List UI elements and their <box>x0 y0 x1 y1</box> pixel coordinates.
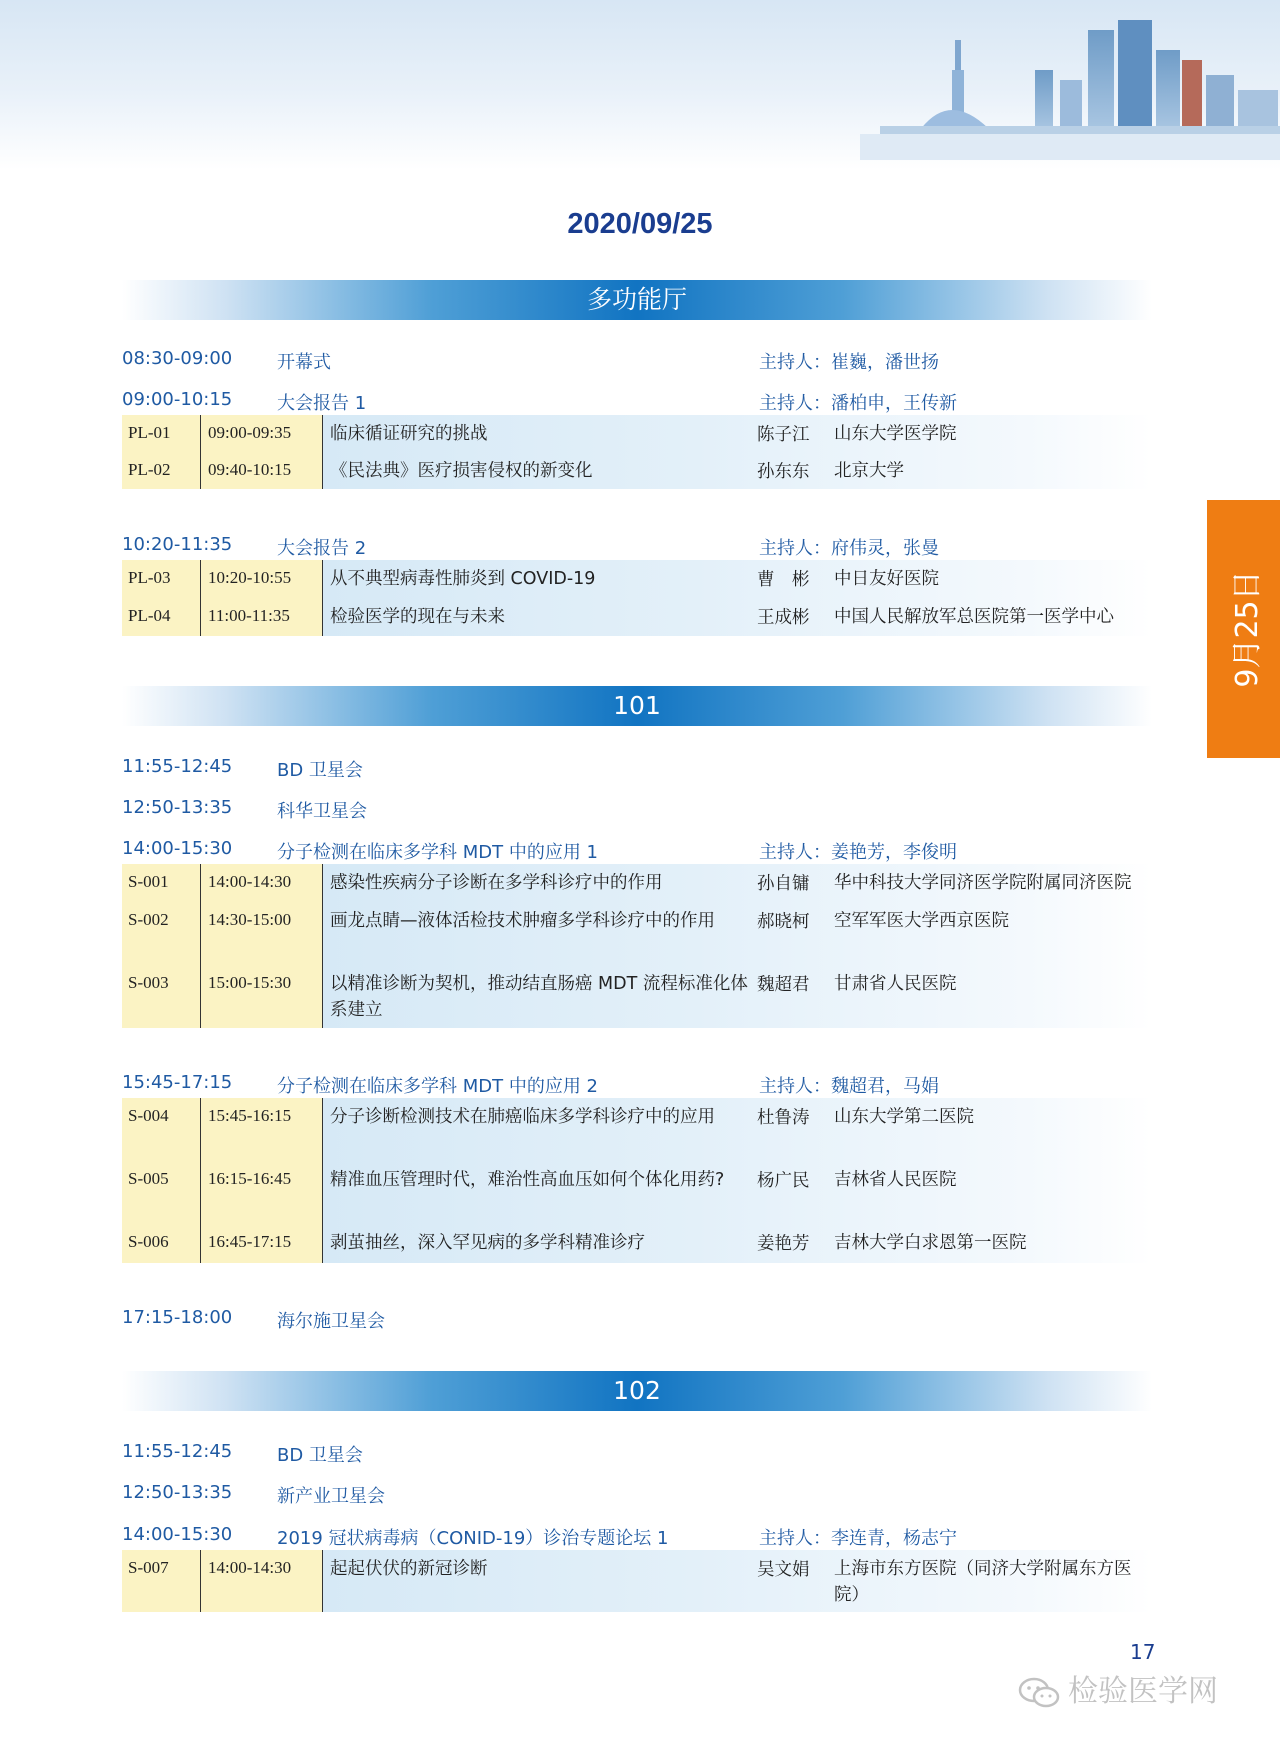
session-line <box>122 530 1152 560</box>
talk-speaker: 魏超君 <box>757 975 810 995</box>
talk-time: 15:45-16:15 <box>208 1106 292 1125</box>
talk-speaker: 孙东东 <box>757 462 810 482</box>
talk-institution: 吉林大学白求恩第一医院 <box>834 1233 1027 1253</box>
session-title: 分子检测在临床多学科 MDT 中的应用 2 <box>277 1076 599 1097</box>
session-title: 2019 冠状病毒病（CONID-19）诊治专题论坛 1 <box>277 1528 669 1549</box>
talk-time: 16:15-16:45 <box>208 1169 292 1188</box>
session-time: 17:15-18:00 <box>122 1307 233 1328</box>
session-host: 主持人：姜艳芳，李俊明 <box>759 842 957 863</box>
talk-code: S-006 <box>128 1232 169 1251</box>
session-line <box>122 385 1152 415</box>
talk-code: PL-01 <box>128 423 171 442</box>
session-host: 主持人：李连青，杨志宁 <box>759 1528 957 1549</box>
talk-topic: 以精准诊断为契机，推动结直肠癌 MDT 流程标准化体系建立 <box>330 974 748 1020</box>
session-line <box>122 793 1152 823</box>
talk-time: 14:30-15:00 <box>208 910 292 929</box>
session-time: 11:55-12:45 <box>122 756 233 777</box>
session-title: 海尔施卫星会 <box>277 1311 385 1332</box>
talk-institution: 空军军医大学西京医院 <box>834 911 1009 931</box>
session-host: 主持人：潘柏申，王传新 <box>759 393 957 414</box>
session-line <box>122 1520 1152 1550</box>
talk-code: PL-02 <box>128 460 171 479</box>
watermark-text: 检验医学网 <box>1068 1674 1218 1709</box>
session-title: BD 卫星会 <box>277 1445 363 1466</box>
session-host: 主持人：府伟灵，张曼 <box>759 538 939 559</box>
session-title: 开幕式 <box>277 352 331 373</box>
session-title: 大会报告 2 <box>277 538 367 559</box>
talk-code: S-002 <box>128 910 169 929</box>
date-side-tab-label: 9月25日 <box>1229 570 1265 688</box>
talk-topic: 临床循证研究的挑战 <box>330 424 488 444</box>
talk-code: S-004 <box>128 1106 169 1125</box>
session-time: 12:50-13:35 <box>122 1482 233 1503</box>
header-banner <box>0 0 1280 170</box>
date-side-tab <box>1207 500 1280 758</box>
session-line <box>122 344 1152 374</box>
session-time: 14:00-15:30 <box>122 1524 233 1545</box>
talk-institution: 北京大学 <box>834 461 904 481</box>
talk-table <box>122 1550 1152 1612</box>
talk-topic: 《民法典》医疗损害侵权的新变化 <box>330 461 593 481</box>
session-title: 大会报告 1 <box>277 393 367 414</box>
session-time: 14:00-15:30 <box>122 838 233 859</box>
page-date: 2020/09/25 <box>567 208 713 240</box>
session-line <box>122 1303 1152 1333</box>
session-title: 科华卫星会 <box>277 801 367 822</box>
talk-institution: 中日友好医院 <box>834 569 939 589</box>
talk-institution: 甘肃省人民医院 <box>834 974 957 994</box>
room-header-multifunction-hall: 多功能厅 <box>122 280 1152 320</box>
session-host: 主持人：崔巍，潘世扬 <box>759 352 939 373</box>
talk-speaker: 姜艳芳 <box>757 1234 810 1254</box>
talk-time: 09:00-09:35 <box>208 423 292 442</box>
watermark <box>1018 1666 1218 1710</box>
session-line <box>122 834 1152 864</box>
session-host: 主持人：魏超君，马娟 <box>759 1076 939 1097</box>
talk-code: PL-03 <box>128 568 171 587</box>
talk-institution: 中国人民解放军总医院第一医学中心 <box>834 607 1114 627</box>
room-header-101: 101 <box>122 686 1152 726</box>
talk-time: 11:00-11:35 <box>208 606 290 625</box>
wechat-icon <box>1018 1677 1060 1709</box>
session-title: 新产业卫星会 <box>277 1486 385 1507</box>
talk-institution: 华中科技大学同济医学院附属同济医院 <box>834 873 1132 893</box>
talk-code: PL-04 <box>128 606 171 625</box>
talk-speaker: 曹 彬 <box>757 570 810 590</box>
talk-time: 09:40-10:15 <box>208 460 292 479</box>
talk-topic: 感染性疾病分子诊断在多学科诊疗中的作用 <box>330 873 663 893</box>
session-time: 11:55-12:45 <box>122 1441 233 1462</box>
talk-institution: 山东大学第二医院 <box>834 1107 974 1127</box>
talk-speaker: 杜鲁涛 <box>757 1108 810 1128</box>
talk-speaker: 吴文娟 <box>757 1560 810 1580</box>
session-time: 08:30-09:00 <box>122 348 233 369</box>
talk-topic: 分子诊断检测技术在肺癌临床多学科诊疗中的应用 <box>330 1107 715 1127</box>
talk-institution: 山东大学医学院 <box>834 424 957 444</box>
talk-time: 16:45-17:15 <box>208 1232 292 1251</box>
talk-time: 14:00-14:30 <box>208 872 292 891</box>
page-number: 17 <box>1130 1640 1156 1664</box>
talk-table <box>122 864 1152 1028</box>
talk-table <box>122 415 1152 489</box>
talk-topic: 剥茧抽丝，深入罕见病的多学科精准诊疗 <box>330 1233 645 1253</box>
talk-speaker: 杨广民 <box>757 1171 810 1191</box>
talk-speaker: 孙自镛 <box>757 874 810 894</box>
session-line <box>122 752 1152 782</box>
talk-table <box>122 560 1152 636</box>
talk-topic: 画龙点睛—液体活检技术肿瘤多学科诊疗中的作用 <box>330 911 715 931</box>
talk-topic: 精准血压管理时代，难治性高血压如何个体化用药? <box>330 1170 725 1190</box>
talk-topic: 检验医学的现在与未来 <box>330 607 505 627</box>
session-time: 15:45-17:15 <box>122 1072 233 1093</box>
talk-code: S-007 <box>128 1558 169 1577</box>
session-time: 10:20-11:35 <box>122 534 233 555</box>
talk-speaker: 陈子江 <box>757 425 810 445</box>
talk-topic: 从不典型病毒性肺炎到 COVID-19 <box>330 569 596 589</box>
session-line <box>122 1478 1152 1508</box>
talk-time: 14:00-14:30 <box>208 1558 292 1577</box>
talk-time: 15:00-15:30 <box>208 973 292 992</box>
room-header-102: 102 <box>122 1371 1152 1411</box>
session-line <box>122 1068 1152 1098</box>
talk-speaker: 王成彬 <box>757 608 810 628</box>
talk-code: S-003 <box>128 973 169 992</box>
talk-code: S-001 <box>128 872 169 891</box>
session-title: 分子检测在临床多学科 MDT 中的应用 1 <box>277 842 599 863</box>
talk-topic: 起起伏伏的新冠诊断 <box>330 1559 488 1579</box>
session-line <box>122 1437 1152 1467</box>
talk-speaker: 郝晓柯 <box>757 912 810 932</box>
city-skyline-image <box>860 0 1280 160</box>
session-time: 12:50-13:35 <box>122 797 233 818</box>
talk-code: S-005 <box>128 1169 169 1188</box>
talk-time: 10:20-10:55 <box>208 568 292 587</box>
talk-institution: 上海市东方医院（同济大学附属东方医院） <box>834 1559 1132 1605</box>
session-title: BD 卫星会 <box>277 760 363 781</box>
session-time: 09:00-10:15 <box>122 389 233 410</box>
talk-institution: 吉林省人民医院 <box>834 1170 957 1190</box>
talk-table <box>122 1098 1152 1263</box>
